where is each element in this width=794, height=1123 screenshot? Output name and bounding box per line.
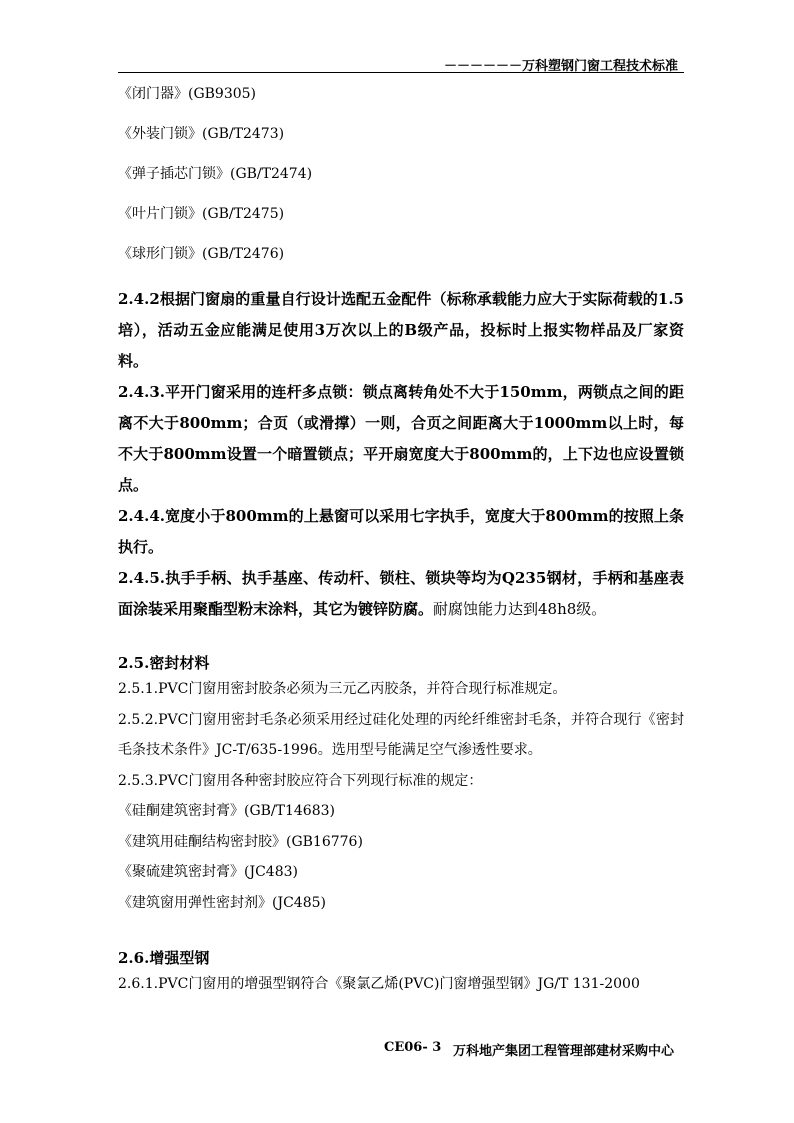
clause-2-5-1: 2.5.1.PVC门窗用密封胶条必须为三元乙丙胶条，并符合现行标准规定。 (118, 681, 567, 697)
clause-2-4-5 (118, 563, 684, 625)
clause-2-4-2: 2.4.2根据门窗扇的重量自行设计选配五金配件（标称承载能力应大于实际荷载的1.5培），活动五金应能满足使用3万次以上的B级产品，投标时上报实物样品及厂家资料。 (118, 290, 684, 370)
footer-organization: 万科地产集团工程管理部建材采购中心 (452, 1044, 674, 1059)
header-title: －－－－－－万科塑钢门窗工程技术标准 (443, 59, 678, 74)
standard-item: 《建筑窗用弹性密封剂》(JC485) (118, 894, 326, 911)
standard-item: 《球形门锁》(GB/T2476) (118, 246, 285, 262)
standard-item: 《建筑用硅酮结构密封胶》(GB16776) (118, 833, 363, 850)
standard-item: 《弹子插芯门锁》(GB/T2474) (118, 166, 313, 182)
page-code: CE06- 3 (384, 1040, 442, 1055)
section-gap (118, 625, 684, 652)
hardware-standards-list (118, 84, 684, 264)
page-header (118, 50, 684, 73)
standard-item: 《外装门锁》(GB/T2473) (118, 126, 285, 142)
section-title-2-5: 2.5.密封材料 (118, 654, 210, 672)
clause-2-4-5-main: 2.4.5.执手手柄、执手基座、传动杆、锁柱、锁块等均为Q235钢材，手柄和基座表面涂装采用聚酯型粉末涂料，其它为镀锌防腐。 (118, 569, 684, 618)
clause-2-5-2: 2.5.2.PVC门窗用密封毛条必须采用经过硅化处理的丙纶纤维密封毛条，并符合现行《密封毛条技术条件》JC-T/635-1996。选用型号能满足空气渗透性要求。 (118, 711, 684, 758)
document-body (118, 84, 684, 1000)
clause-2-4-5-tail: 耐腐蚀能力达到48h8级。 (433, 600, 607, 618)
clause-2-5-3: 2.5.3.PVC门窗用各种密封胶应符合下列现行标准的规定： (118, 772, 483, 789)
section-title-2-6: 2.6.增强型钢 (118, 949, 210, 967)
standard-item: 《叶片门锁》(GB/T2475) (118, 206, 285, 222)
section-gap (118, 918, 684, 947)
clause-2-4-3: 2.4.3.平开门窗采用的连杆多点锁：锁点离转角处不大于150mm，两锁点之间的距离不大于800mm；合页（或滑撑）一则，合页之间距离大于1000mm以上时，每不大于800mm设置一个暗置锁点；平开扇宽度大于800mm的，上下边也应设置锁点。 (118, 383, 684, 494)
page-footer (118, 1040, 684, 1058)
standard-item: 《闭门器》(GB9305) (118, 86, 257, 102)
sealant-standards-list (118, 796, 684, 918)
standard-item: 《硅酮建筑密封膏》(GB/T14683) (118, 803, 335, 819)
standard-item: 《聚硫建筑密封膏》(JC483) (118, 864, 298, 880)
clause-2-4-4: 2.4.4.宽度小于800mm的上悬窗可以采用七字执手，宽度大于800mm的按照上条执行。 (118, 507, 684, 556)
clause-2-6-1: 2.6.1.PVC门窗用的增强型钢符合《聚氯乙烯(PVC)门窗增强型钢》JG/T 131-2000 (118, 976, 640, 992)
